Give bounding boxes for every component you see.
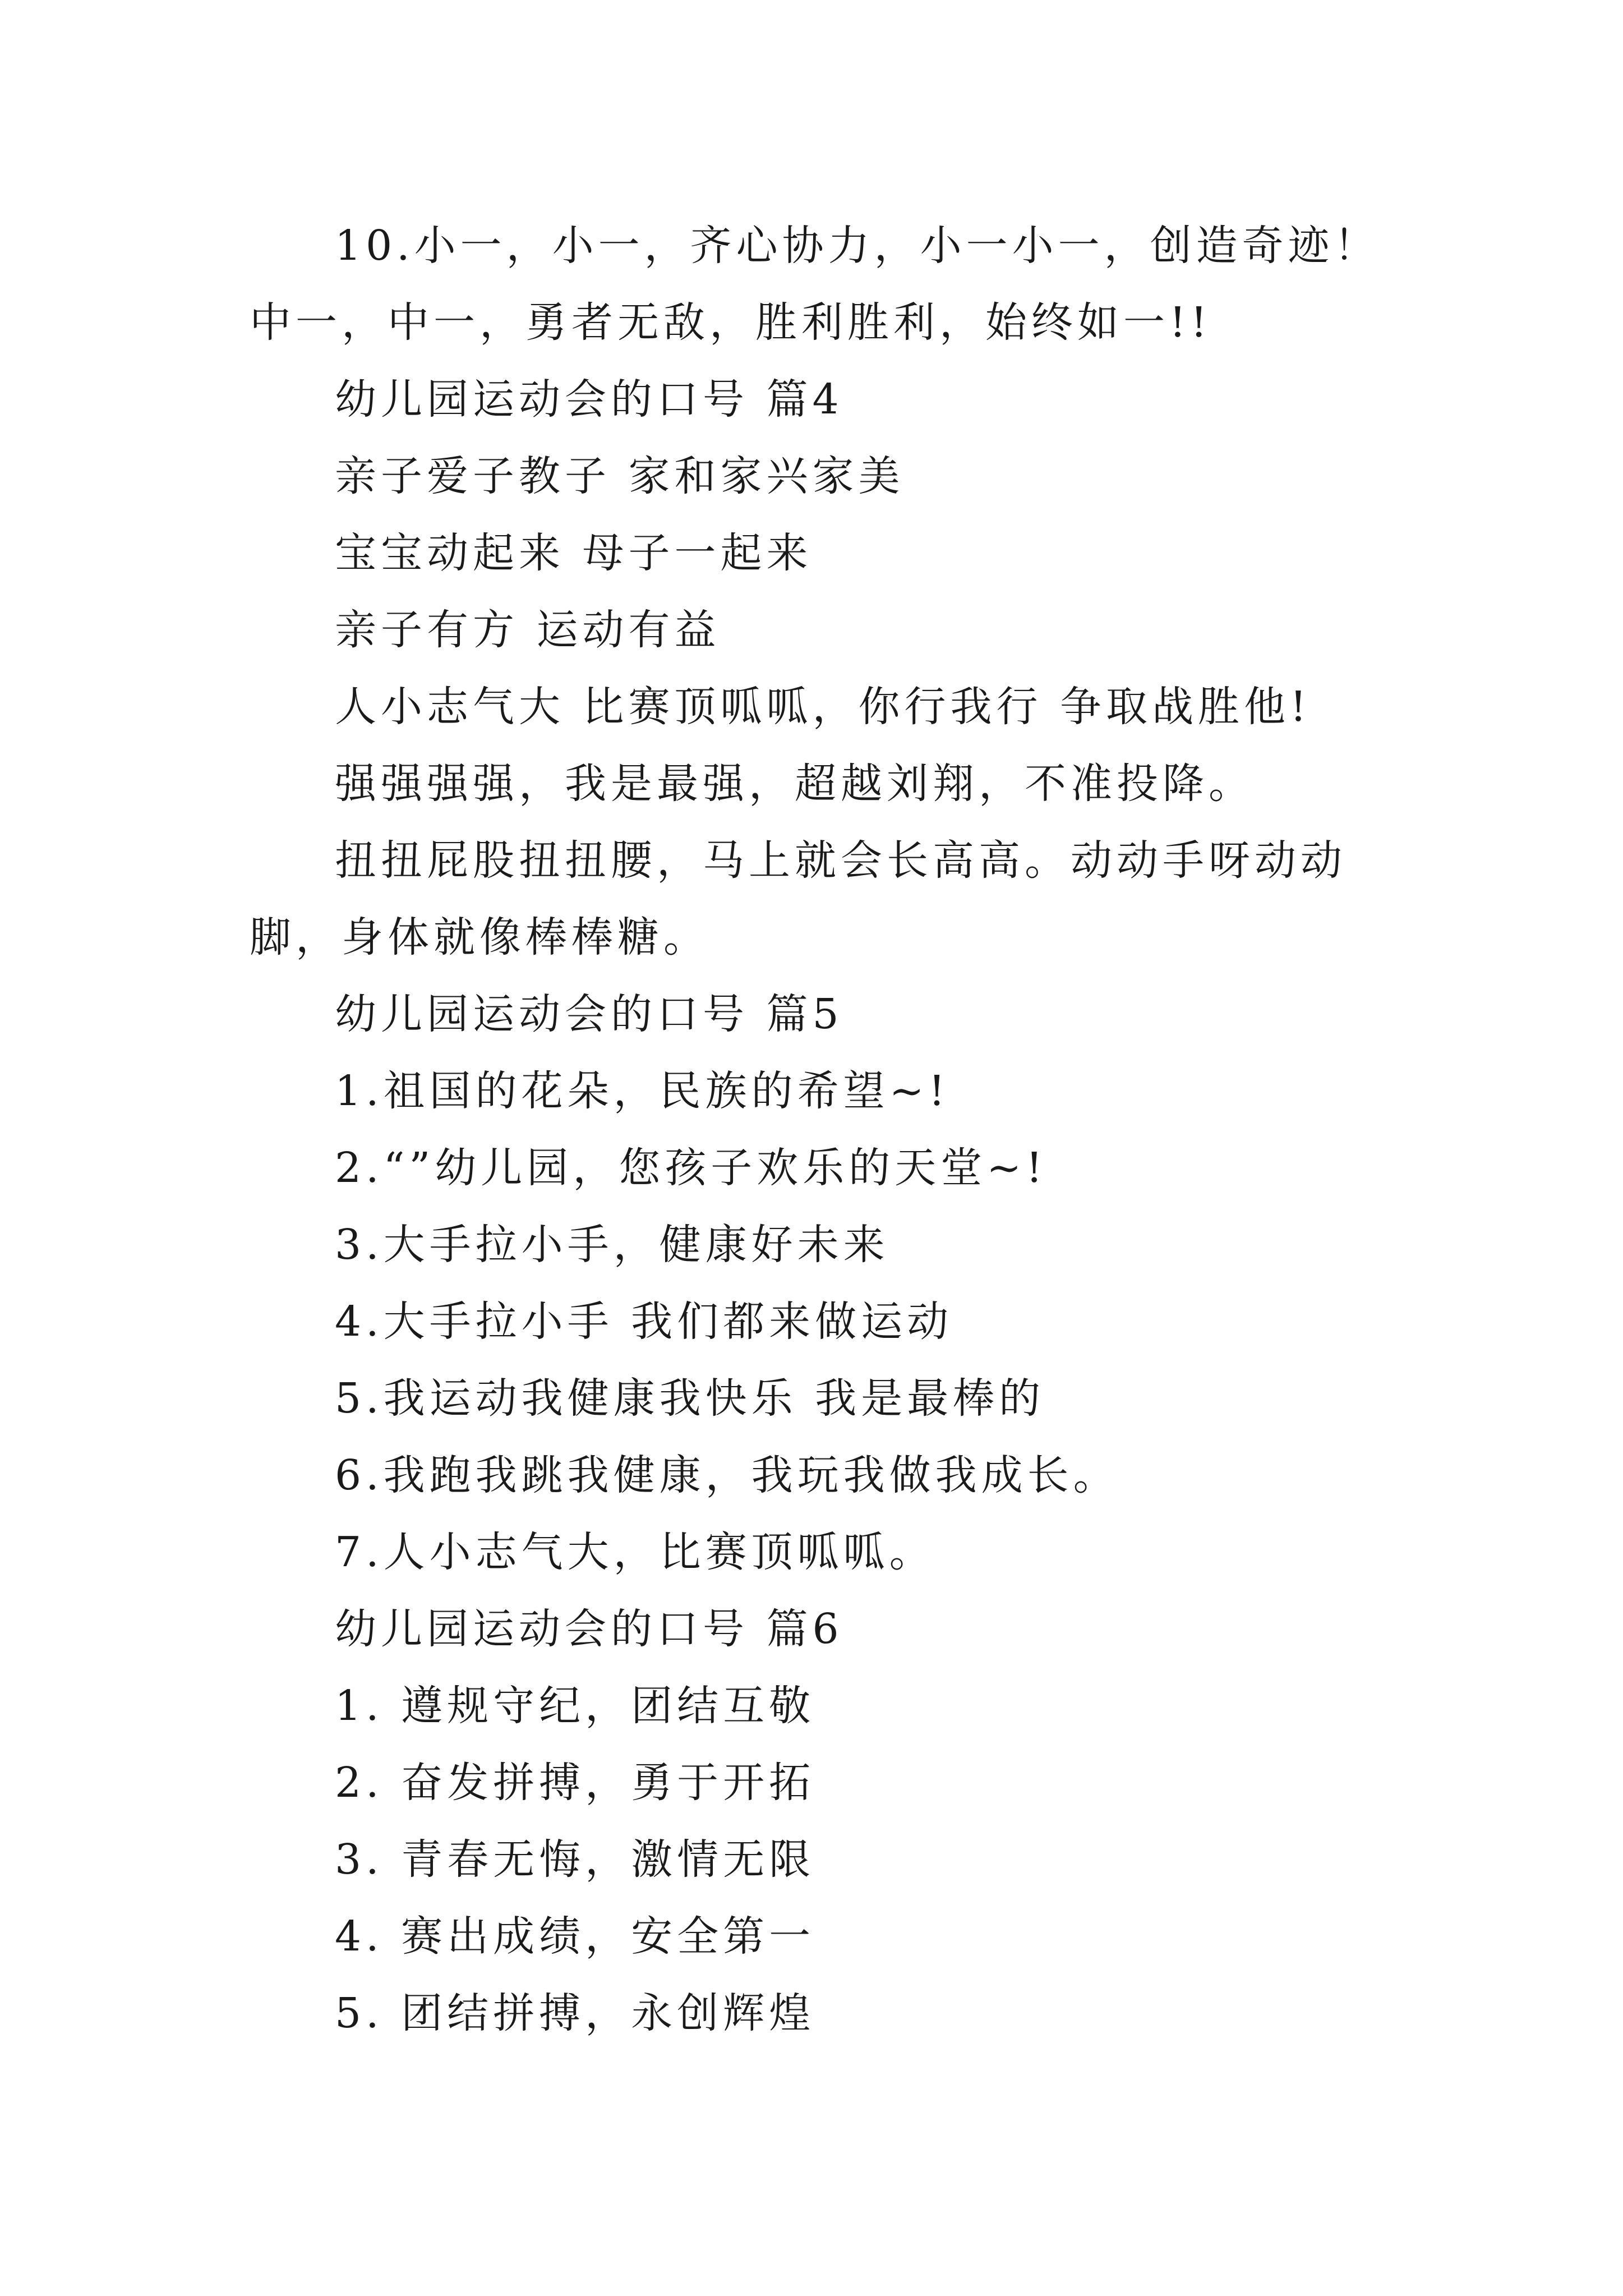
slogan-line: 人小志气大 比赛顶呱呱，你行我行 争取战胜他! (335, 683, 1311, 731)
slogan-list-item: 7.人小志气大，比赛顶呱呱。 (335, 1528, 935, 1576)
slogan-paragraph: 10.小一，小一，齐心协力，小一小一，创造奇迹！ 中一，中一，勇者无敌，胜利胜利，始终如一!! (250, 222, 1380, 347)
section-heading: 幼儿园运动会的口号 篇6 (335, 1605, 843, 1653)
slogan-line: 强强强强，我是最强，超越刘翔，不准投降。 (335, 760, 1255, 808)
slogan-list-item: 5. 团结拼搏，永创辉煌 (335, 1989, 815, 2037)
slogan-list-item: 3.大手拉小手，健康好未来 (335, 1221, 889, 1269)
slogan-line: 亲子有方 运动有益 (335, 606, 721, 654)
slogan-list-item: 4. 赛出成绩，安全第一 (335, 1912, 815, 1961)
section-heading: 幼儿园运动会的口号 篇4 (335, 375, 843, 424)
document-body (250, 208, 1416, 2052)
slogan-list-item: 3. 青春无悔，激情无限 (335, 1835, 815, 1884)
slogan-list-item: 4.大手拉小手 我们都来做运动 (335, 1297, 953, 1346)
section-heading: 幼儿园运动会的口号 篇5 (335, 990, 843, 1038)
slogan-list-item: 5.我运动我健康我快乐 我是最棒的 (335, 1374, 1045, 1423)
slogan-line: 亲子爱子教子 家和家兴家美 (335, 452, 905, 500)
slogan-list-item: 2. 奋发拼搏，勇于开拓 (335, 1759, 815, 1807)
slogan-list-item: 6.我跑我跳我健康，我玩我做我成长。 (335, 1451, 1119, 1499)
slogan-list-item: 2.“”幼儿园，您孩子欢乐的天堂~! (335, 1144, 1048, 1192)
slogan-list-item: 1. 遵规守纪，团结互敬 (335, 1682, 815, 1730)
slogan-line: 宝宝动起来 母子一起来 (335, 529, 813, 577)
slogan-list-item: 1.祖国的花朵，民族的希望~! (335, 1067, 950, 1115)
slogan-paragraph: 扭扭屁股扭扭腰，马上就会长高高。动动手呀动动脚，身体就像棒棒糖。 (250, 836, 1347, 961)
